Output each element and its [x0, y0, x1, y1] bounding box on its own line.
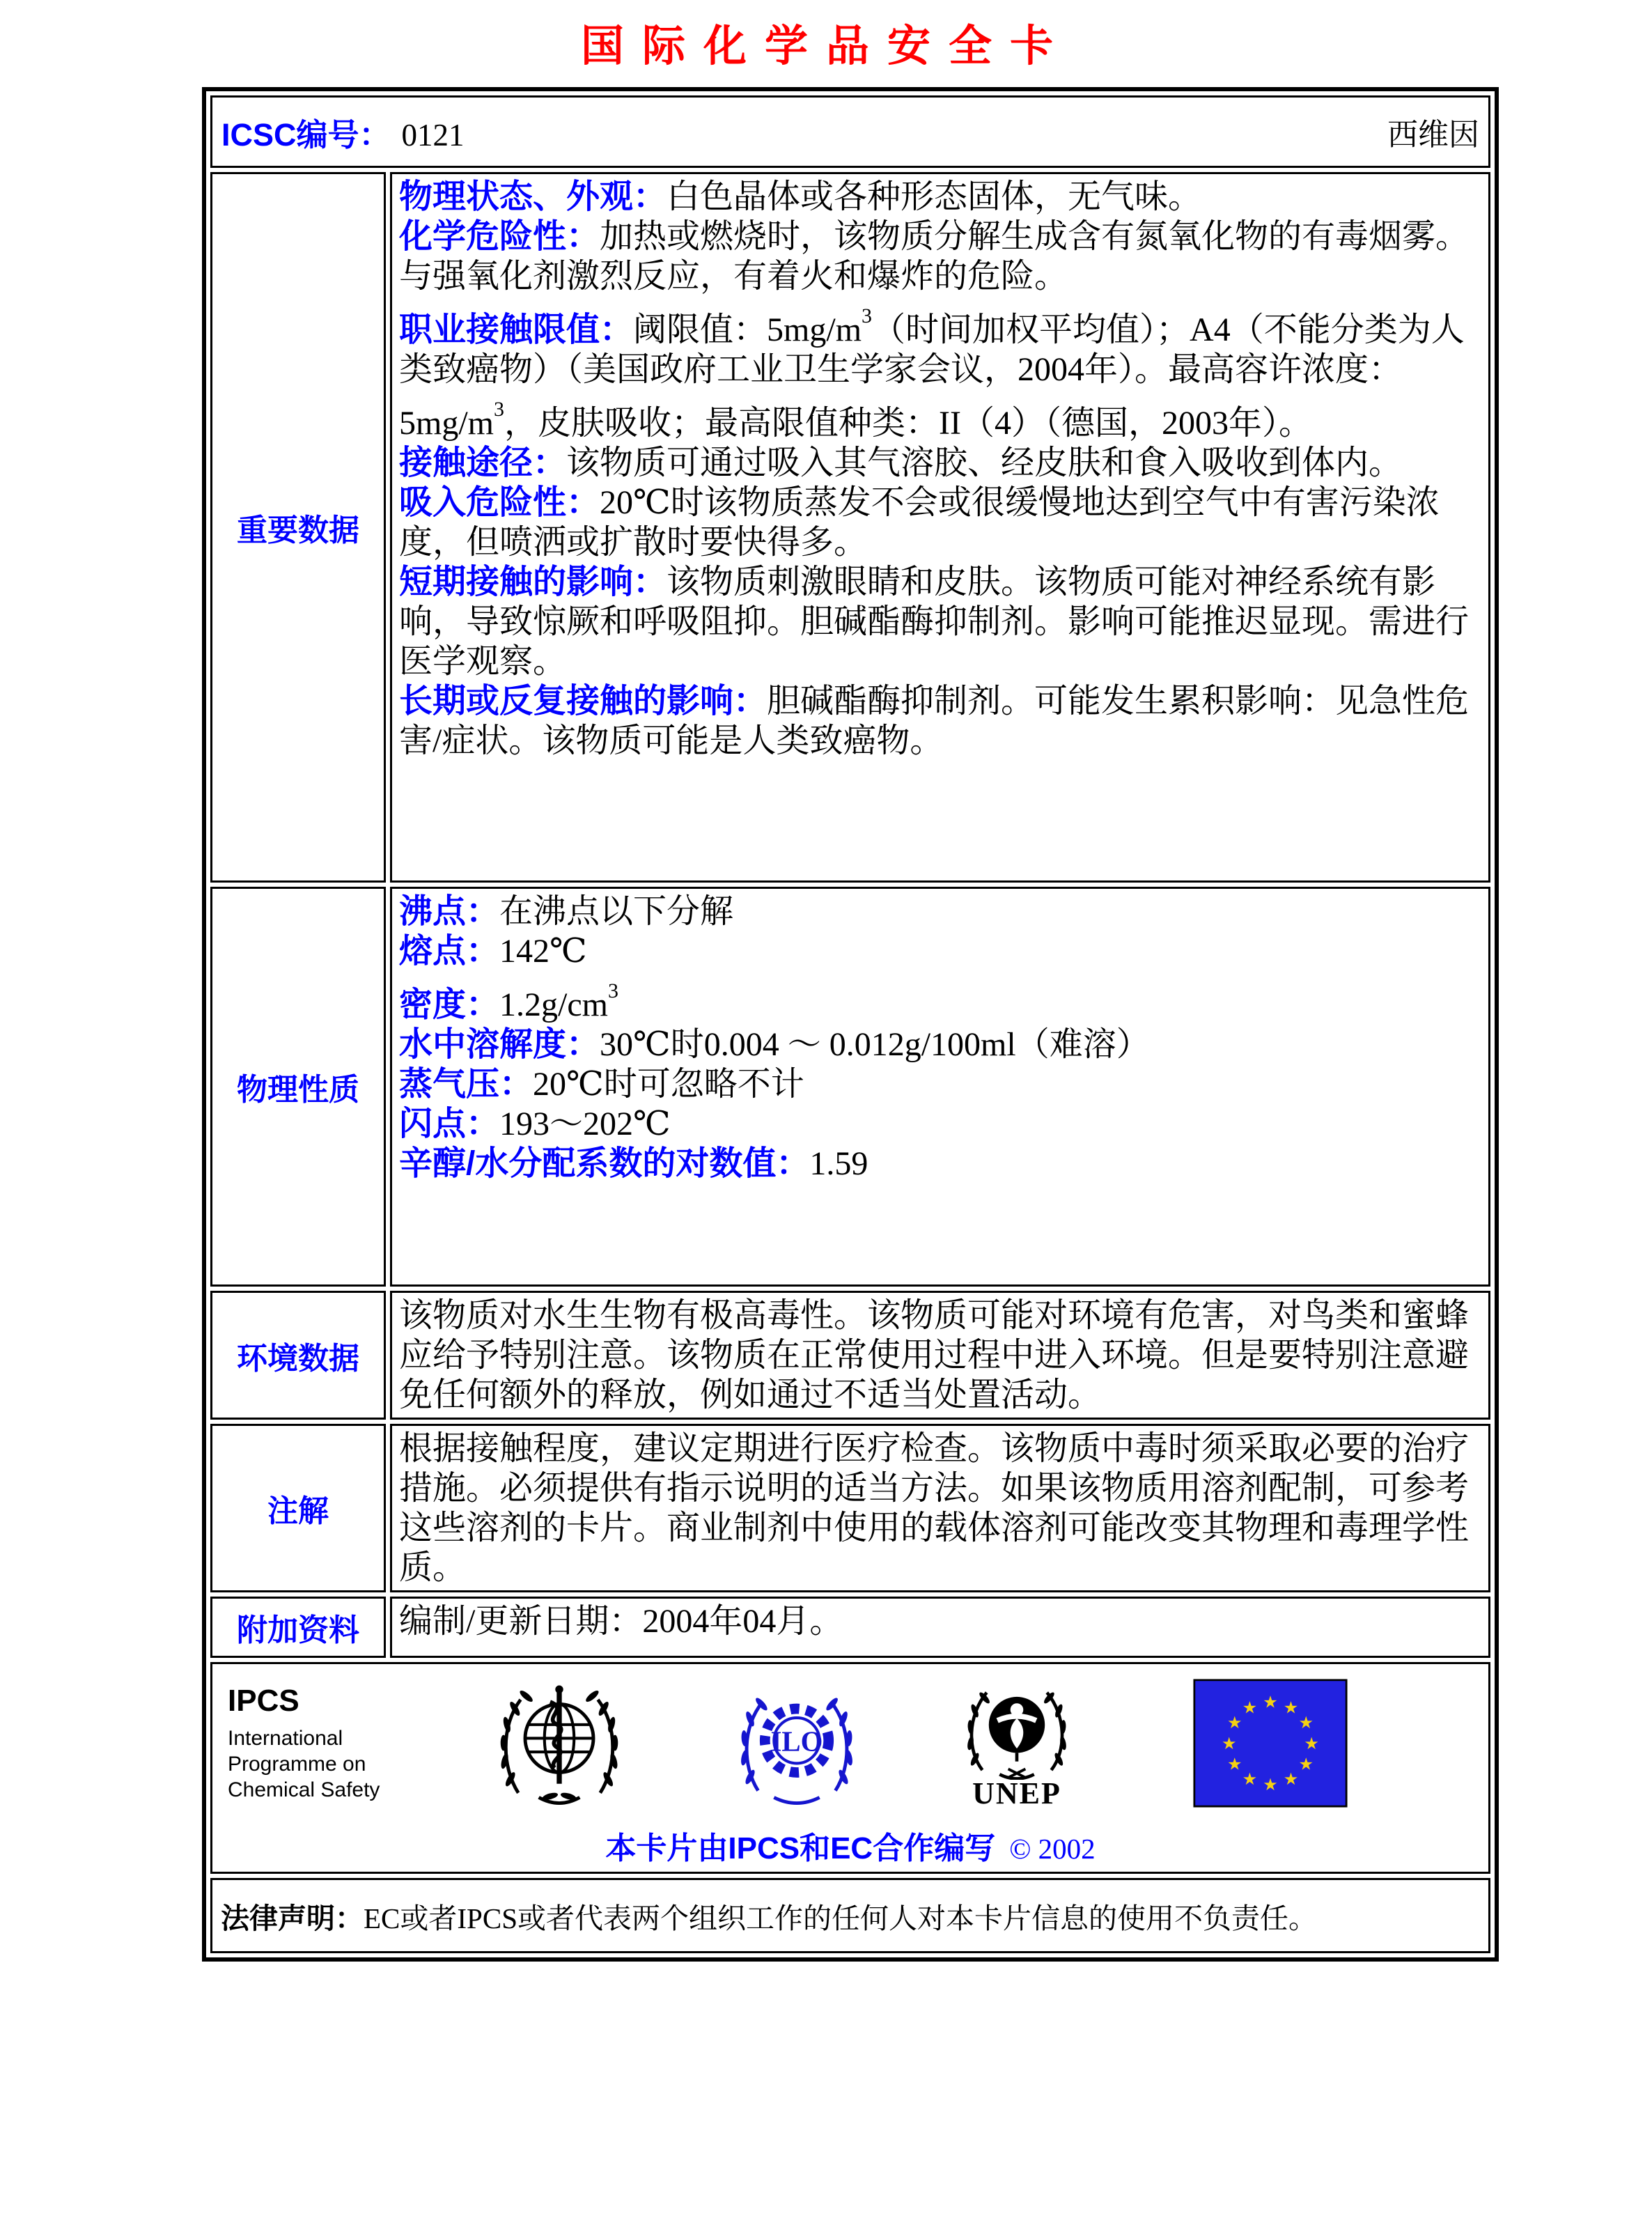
text-paragraph: 沸点：在沸点以下分解 — [399, 893, 734, 930]
notes-row — [210, 1424, 1490, 1592]
organizations-row — [210, 1662, 1490, 1874]
text-paragraph: 熔点：142℃ — [399, 933, 587, 970]
ipcs-title: IPCS — [228, 1683, 299, 1718]
section-content-additional-info — [390, 1597, 1490, 1658]
credit-text: 本卡片由IPCS和EC合作编写 — [605, 1831, 996, 1865]
section-label-additional-info: 附加资料 — [210, 1597, 386, 1658]
eu-star: ★ — [1304, 1734, 1319, 1753]
section-label-important-data: 重要数据 — [210, 172, 386, 883]
header-row — [210, 95, 1490, 168]
ilo-icon — [728, 1675, 865, 1811]
eu-star: ★ — [1226, 1755, 1242, 1773]
page-title: 国际化学品安全卡 — [580, 23, 1071, 70]
unep-letters: UNEP — [972, 1776, 1061, 1810]
copyright-text: © 2002 — [1009, 1833, 1096, 1865]
eu-star: ★ — [1283, 1770, 1299, 1789]
environmental-data-row — [210, 1291, 1490, 1420]
text-paragraph: 吸入危险性：20℃时该物质蒸发不会或很缓慢地达到空气中有害污染浓度，但喷洒或扩散时要快得多。 — [399, 484, 1440, 561]
text-paragraph: 根据接触程度，建议定期进行医疗检查。该物质中毒时须采取必要的治疗措施。必须提供有指示说明的适当方法。如果该物质用溶剂配制，可参考这些溶剂的卡片。商业制剂中使用的载体溶剂可能改变其物理和毒理学性质。 — [399, 1430, 1470, 1586]
text-paragraph: 物理状态、外观：白色晶体或各种形态固体，无气味。 — [399, 178, 1202, 215]
ilo-letters: ILO — [770, 1725, 823, 1757]
ipcs-subtitle-line: Chemical Safety — [228, 1778, 380, 1801]
text-paragraph: 化学危险性：加热或燃烧时，该物质分解生成含有氮氧化物的有毒烟雾。与强氧化剂激烈反应，有着火和爆炸的危险。 — [399, 218, 1470, 295]
icsc-number-group — [221, 109, 465, 155]
ipcs-subtitle-line: International — [228, 1726, 343, 1750]
ipcs-subtitle-line: Programme on — [228, 1752, 366, 1776]
eu-star: ★ — [1242, 1699, 1258, 1718]
eu-star: ★ — [1298, 1755, 1314, 1773]
text-paragraph: 职业接触限值：阈限值：$5mg/m^3$（时间加权平均值）；A4（不能分类为人类致癌物）（美国政府工业卫生学家会议，2004年）。最高容许浓度：$5mg/m^3$，皮肤吸收；最高限值种类：II（4）（德国，2003年）。 — [399, 304, 1465, 442]
text-paragraph: 短期接触的影响：该物质刺激眼睛和皮肤。该物质可能对神经系统有影响，导致惊厥和呼吸阻抑。胆碱酯酶抑制剂。影响可能推迟显现。需进行医学观察。 — [399, 564, 1470, 680]
section-label-environmental-data: 环境数据 — [210, 1291, 386, 1420]
section-content-environmental-data — [390, 1291, 1490, 1420]
organization-logos — [212, 1671, 1488, 1815]
text-paragraph: 长期或反复接触的影响：胆碱酯酶抑制剂。可能发生累积影响：见急性危害/症状。该物质可能是人类致癌物。 — [399, 683, 1470, 759]
section-content-physical-properties — [390, 887, 1490, 1287]
safety-card-table — [202, 87, 1499, 1962]
section-label-physical-properties: 物理性质 — [210, 887, 386, 1287]
icsc-number-label: ICSC编号： — [221, 116, 391, 153]
text-paragraph: 水中溶解度：30℃时0.004 ～ 0.012g/100ml（难溶） — [399, 1026, 1150, 1063]
legal-notice-text: EC或者IPCS或者代表两个组织工作的任何人对本卡片信息的使用不负责任。 — [364, 1902, 1317, 1934]
header-bar — [213, 109, 1488, 155]
eu-star: ★ — [1283, 1699, 1299, 1718]
credit-line — [212, 1823, 1488, 1868]
legal-notice-label: 法律声明： — [221, 1902, 364, 1934]
text-paragraph: 该物质对水生生物有极高毒性。该物质可能对环境有危害，对鸟类和蜜蜂应给予特别注意。该物质在正常使用过程中进入环境。但是要特别注意避免任何额外的释放，例如通过不适当处置活动。 — [399, 1297, 1470, 1413]
text-paragraph: 密度：$1.2g/cm^3$ — [399, 979, 618, 1023]
unep-icon — [952, 1675, 1082, 1811]
who-icon — [491, 1675, 628, 1811]
eu-flag-icon — [1193, 1679, 1348, 1808]
eu-star: ★ — [1263, 1776, 1278, 1794]
text-paragraph: 闪点：193～202℃ — [399, 1105, 671, 1142]
legal-notice-row — [210, 1878, 1490, 1953]
physical-properties-row — [210, 887, 1490, 1287]
eu-star: ★ — [1263, 1693, 1278, 1712]
eu-star: ★ — [1222, 1734, 1237, 1753]
section-label-notes: 注解 — [210, 1424, 386, 1592]
eu-star: ★ — [1298, 1714, 1314, 1732]
text-paragraph: 编制/更新日期：2004年04月。 — [399, 1603, 843, 1640]
eu-star: ★ — [1242, 1770, 1258, 1789]
text-paragraph: 辛醇/水分配系数的对数值：1.59 — [399, 1145, 868, 1182]
eu-star: ★ — [1226, 1714, 1242, 1732]
additional-info-row — [210, 1597, 1490, 1658]
text-paragraph: 接触途径：该物质可通过吸入其气溶胶、经皮肤和食入吸收到体内。 — [399, 444, 1403, 481]
ipcs-logo-text — [228, 1684, 407, 1803]
icsc-number-value: 0121 — [401, 117, 465, 153]
text-paragraph: 蒸气压：20℃时可忽略不计 — [399, 1066, 804, 1103]
section-content-important-data — [390, 172, 1490, 883]
important-data-row — [210, 172, 1490, 883]
section-content-notes — [390, 1424, 1490, 1592]
substance-name: 西维因 — [1387, 118, 1479, 152]
